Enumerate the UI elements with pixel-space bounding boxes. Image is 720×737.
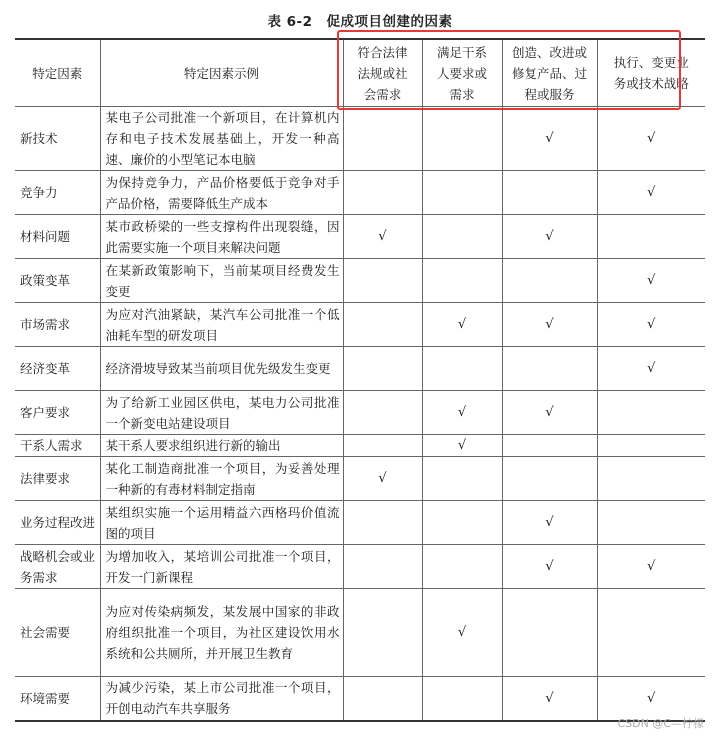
factor-cell: 新技术 [15,107,100,171]
check-cell [597,501,705,545]
check-cell [343,391,422,435]
check-cell [597,589,705,677]
check-mark: √ [545,229,554,244]
check-cell [343,589,422,677]
check-cell [422,589,502,677]
header-row [15,39,705,107]
check-cell [422,457,502,501]
factor-cell: 环境需要 [15,677,100,721]
check-mark: √ [457,625,467,640]
check-mark: √ [545,690,554,706]
table-row [15,545,705,589]
table-row [15,107,705,171]
check-cell [597,171,705,215]
check-cell [597,107,705,171]
factor-cell: 客户要求 [15,391,100,435]
check-cell [502,435,597,457]
check-cell [343,303,422,347]
watermark: CSDN @C—柠檬 [617,717,704,730]
factor-cell: 材料问题 [15,215,100,259]
check-cell [502,391,597,435]
check-mark: √ [378,471,387,486]
check-cell [422,259,502,303]
example-cell: 某组织实施一个运用精益六西格玛价值流图的项目 [100,501,343,545]
check-cell [597,303,705,347]
check-cell [502,107,597,171]
check-cell [502,171,597,215]
check-cell [502,259,597,303]
example-cell: 某干系人要求组织进行新的输出 [100,435,343,457]
check-cell [343,171,422,215]
example-cell: 某电子公司批准一个新项目，在计算机内存和电子技术发展基础上，开发一种高速、廉价的小型笔记本电脑 [100,107,343,171]
check-cell [502,677,597,721]
check-cell [343,501,422,545]
example-cell: 某化工制造商批准一个项目，为妥善处理一种新的有毒材料制定指南 [100,457,343,501]
check-mark: √ [545,559,554,574]
check-cell [422,347,502,391]
check-mark: √ [457,317,467,332]
example-cell: 经济滑坡导致某当前项目优先级发生变更 [100,347,343,391]
example-cell: 在某新政策影响下，当前某项目经费发生变更 [100,259,343,303]
factor-cell: 社会需要 [15,589,100,677]
check-cell [343,457,422,501]
check-cell [343,107,422,171]
example-cell: 为应对传染病频发，某发展中国家的非政府组织批准一个项目，为社区建设饮用水系统和公共厕所，并开展卫生教育 [100,589,343,677]
check-cell [422,215,502,259]
check-cell [422,107,502,171]
check-cell [422,677,502,721]
header-factor: 特定因素 [15,39,100,107]
table-caption: 表 6-2 促成项目创建的因素 [267,14,453,30]
check-cell [343,215,422,259]
check-mark: √ [647,559,656,574]
check-cell [502,501,597,545]
table-row [15,677,705,721]
check-cell [502,457,597,501]
check-mark: √ [545,405,554,420]
check-cell [343,677,422,721]
check-mark: √ [647,185,656,200]
header-strategy: 执行、变更业务或技术战略 [597,39,705,107]
check-mark: √ [457,438,467,453]
header-example: 特定因素示例 [100,39,343,107]
check-cell [597,677,705,721]
example-cell: 为增加收入，某培训公司批准一个项目，开发一门新课程 [100,545,343,589]
factor-cell: 市场需求 [15,303,100,347]
check-mark: √ [378,229,387,244]
header-create-improve: 创造、改进或修复产品、过程或服务 [502,39,597,107]
check-mark: √ [647,131,656,146]
check-cell [422,435,502,457]
factor-cell: 战略机会或业务需求 [15,545,100,589]
check-mark: √ [647,361,656,376]
table-row [15,391,705,435]
check-mark: √ [545,131,554,146]
check-mark: √ [647,690,656,706]
check-cell [502,589,597,677]
check-mark: √ [647,317,656,332]
check-cell [502,215,597,259]
example-cell: 某市政桥梁的一些支撑构件出现裂缝，因此需要实施一个项目来解决问题 [100,215,343,259]
check-cell [422,303,502,347]
check-cell [422,171,502,215]
table-row [15,435,705,457]
check-cell [597,435,705,457]
check-mark: √ [647,273,656,288]
check-cell [422,545,502,589]
example-cell: 为保持竞争力，产品价格要低于竞争对手产品价格，需要降低生产成本 [100,171,343,215]
check-cell [422,501,502,545]
check-cell [502,545,597,589]
check-cell [597,391,705,435]
example-cell: 为应对汽油紧缺，某汽车公司批准一个低油耗车型的研发项目 [100,303,343,347]
check-cell [597,215,705,259]
check-cell [597,259,705,303]
factor-cell: 经济变革 [15,347,100,391]
check-cell [502,347,597,391]
factor-cell: 干系人需求 [15,435,100,457]
check-mark: √ [457,405,467,420]
check-cell [343,435,422,457]
check-cell [343,259,422,303]
check-cell [343,545,422,589]
table-row [15,589,705,677]
example-cell: 为减少污染，某上市公司批准一个项目，开创电动汽车共享服务 [100,677,343,721]
project-factors-table [15,38,705,722]
table-row [15,457,705,501]
factor-cell: 法律要求 [15,457,100,501]
table-row [15,215,705,259]
check-cell [343,347,422,391]
check-cell [597,457,705,501]
table-row [15,347,705,391]
check-mark: √ [545,317,554,332]
factor-cell: 业务过程改进 [15,501,100,545]
check-cell [502,303,597,347]
header-stakeholder: 满足干系人要求或需求 [422,39,502,107]
table-row [15,171,705,215]
table-row [15,501,705,545]
check-cell [597,347,705,391]
table-row [15,259,705,303]
header-legal-social: 符合法律法规或社会需求 [343,39,422,107]
example-cell: 为了给新工业园区供电，某电力公司批准一个新变电站建设项目 [100,391,343,435]
check-mark: √ [545,515,554,530]
factor-cell: 政策变革 [15,259,100,303]
table-row [15,303,705,347]
check-cell [422,391,502,435]
factor-cell: 竞争力 [15,171,100,215]
check-cell [597,545,705,589]
